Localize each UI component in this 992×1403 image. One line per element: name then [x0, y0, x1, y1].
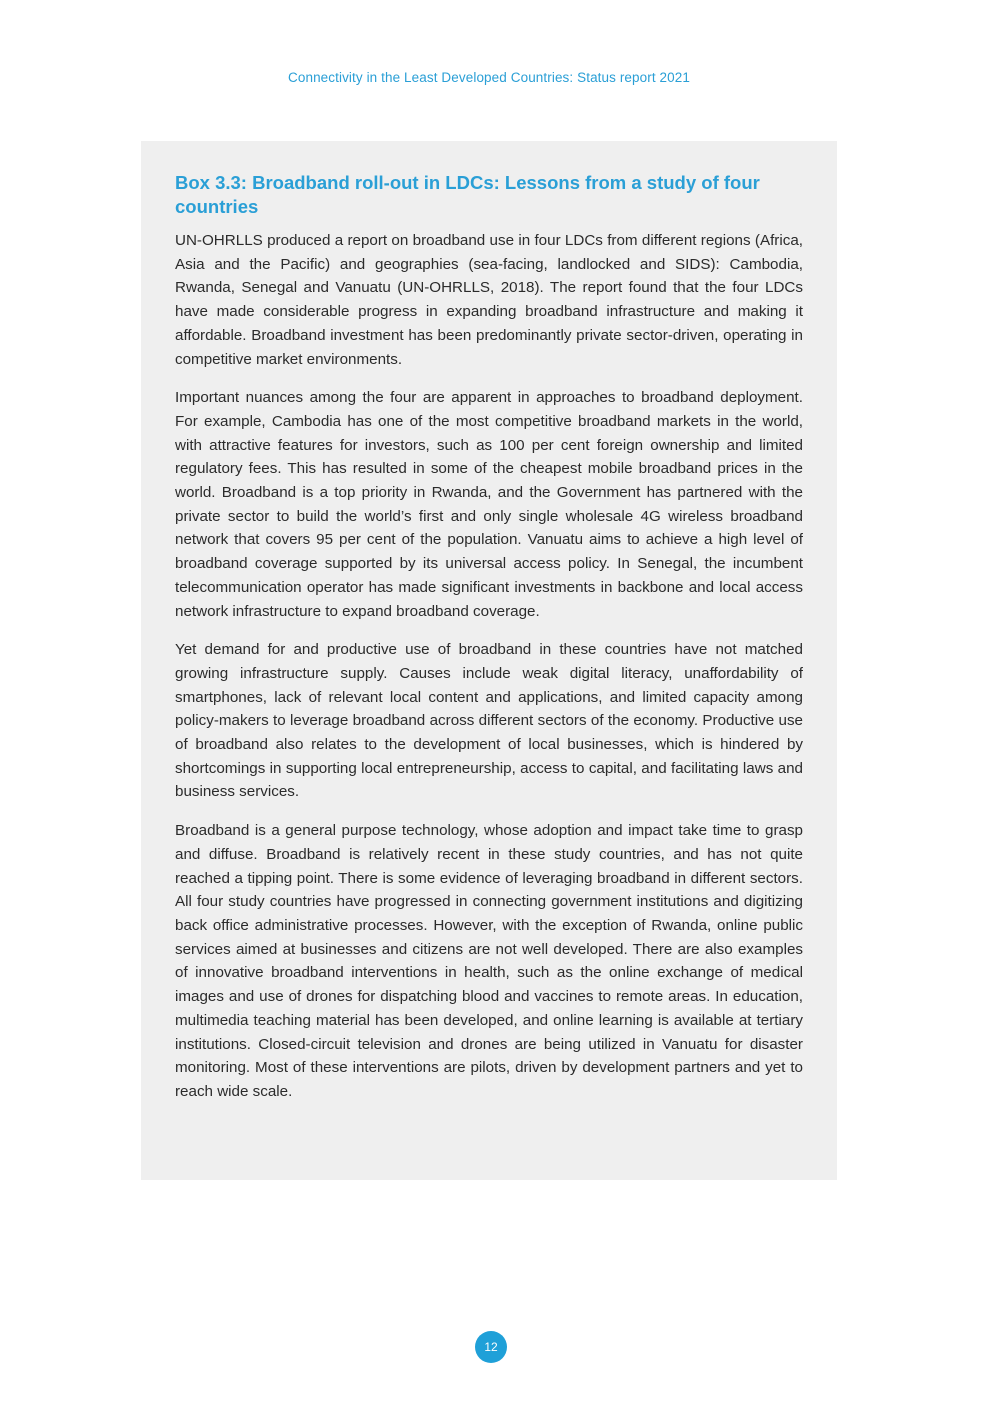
- box-paragraph: Yet demand for and productive use of broadband in these countries have not matched growing infrastructure supply. Causes include weak digital literacy, unaffordability of smartphones, lack of relevant local content and applications, and limited capacity among policy-makers to leverage broadband across different sectors of the economy. Productive use of broadband also relates to the development of local businesses, which is hindered by shortcomings in supporting local entrepreneurship, access to capital, and facilitating laws and business services.: [175, 641, 803, 801]
- page-number: 12: [475, 1331, 507, 1363]
- box-paragraph: Broadband is a general purpose technology, whose adoption and impact take time to grasp and diffuse. Broadband is relatively recent in these study countries, and has not quite reached a tipping point. There is some evidence of leveraging broadband in different sectors. All four study countries have progressed in connecting government institutions and digitizing back office administrative processes. However, with the exception of Rwanda, online public services aimed at businesses and citizens are not well developed. There are also examples of innovative broadband interventions in health, such as the online exchange of medical images and use of drones for dispatching blood and vaccines to remote areas. In education, multimedia teaching material has been developed, and online learning is available at tertiary institutions. Closed-circuit television and drones are being utilized in Vanuatu for disaster monitoring. Most of these interventions are pilots, driven by development partners and yet to reach wide scale.: [175, 822, 803, 1100]
- running-header: Connectivity in the Least Developed Countries: Status report 2021: [288, 70, 690, 85]
- text-box: [141, 141, 837, 1180]
- box-paragraph: Important nuances among the four are apparent in approaches to broadband deployment. For example, Cambodia has one of the most competitive broadband markets in the world, with attractive features for investors, such as 100 per cent foreign ownership and limited regulatory fees. This has resulted in some of the cheapest mobile broadband prices in the world. Broadband is a top priority in Rwanda, and the Government has partnered with the private sector to build the world’s first and only single wholesale 4G wireless broadband network that covers 95 per cent of the population. Vanuatu aims to achieve a high level of broadband coverage supported by its universal access policy. In Senegal, the incumbent telecommunication operator has made significant investments in backbone and local access network infrastructure to expand broadband coverage.: [175, 389, 803, 620]
- box-title: Box 3.3: Broadband roll-out in LDCs: Lessons from a study of four countries: [175, 172, 760, 217]
- box-paragraph: UN-OHRLLS produced a report on broadband use in four LDCs from different regions (Africa, Asia and the Pacific) and geographies (sea-facing, landlocked and SIDS): Cambodia, Rwanda, Senegal and Vanuatu (UN-OHRLLS, 2018). The report found that the four LDCs have made considerable progress in expanding broadband infrastructure and making it affordable. Broadband investment has been predominantly private sector-driven, operating in competitive market environments.: [175, 232, 803, 368]
